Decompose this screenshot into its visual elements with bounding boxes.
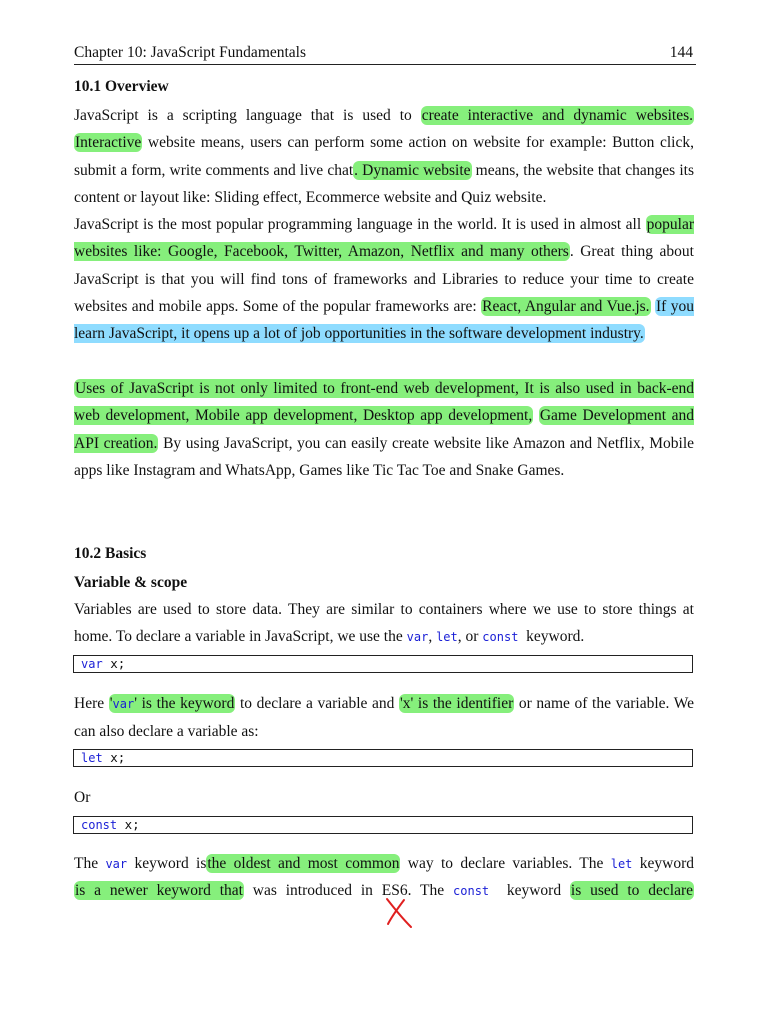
text-run: By using JavaScript, you can easily create website like Amazon and Netflix, Mobile apps like Instagram and WhatsApp, Games like Tic Tac Toe and Snake Games. [74, 434, 695, 479]
basics-paragraph-3-line-1: The var keyword isthe oldest and most common way to declare variables. The let keyword [74, 855, 694, 872]
highlight-green: create interactive and dynamic websites. [421, 107, 693, 124]
highlight-green: 'x' is the identifier [399, 695, 514, 712]
text-run: to declare a variable and [235, 695, 399, 712]
inline-code: var [112, 697, 135, 711]
text-run: Here [74, 695, 109, 712]
overview-paragraph-2 [74, 211, 694, 347]
code-block-var: var x; [73, 655, 693, 673]
text-run: JavaScript is the most popular programming language in the world. It is used in almost all [74, 216, 646, 233]
overview-paragraph-3 [74, 375, 694, 484]
keyword-var: var [406, 630, 429, 645]
highlight-green: Interactive [75, 134, 142, 152]
highlight: the oldest and most common [207, 855, 400, 872]
text-run: . Great thing about JavaScript is that you will find tons of frameworks and Libraries to reduce your time to create websites and mobile apps. Some of the popular frameworks are: [74, 243, 694, 315]
basics-paragraph-1: Variables are used to store data. They are similar to containers where we use to store things at home. To declare a variable in JavaScript, we use the var, let, or const keyword. [74, 601, 694, 646]
basics-paragraph-2 [74, 690, 694, 746]
chapter-title: Chapter 10: JavaScript Fundamentals [74, 44, 307, 61]
highlight-green: popular websites like: Google, Facebook, Twitter, Amazon, Netflix and many others [74, 216, 694, 261]
text-run [533, 407, 539, 424]
highlight-green: 'var' is the keyword [109, 695, 235, 712]
highlight: is used to declare [570, 882, 694, 899]
cross-stroke-1 [387, 899, 411, 927]
subsection-title-variable-scope: Variable & scope [74, 574, 188, 591]
keyword-const: const [482, 630, 519, 645]
basics-paragraph-3-line-2: is a newer keyword that was introduced in ES6. The const keyword is used to declare [75, 882, 694, 899]
text-run: website means, users can perform some action on website for example: Button click, submit a form, write comments and live chat [74, 134, 694, 179]
section-title-basics: 10.2 Basics [74, 545, 147, 562]
code-block-const: const x; [73, 816, 693, 834]
overview-paragraph-1 [74, 102, 694, 211]
text-run: or name of the variable. We can also declare a variable as: [74, 695, 694, 741]
page-number: 144 [669, 44, 693, 61]
code-block-let: let x; [73, 749, 693, 767]
page-header [74, 40, 696, 65]
section-title-overview: 10.1 Overview [74, 78, 169, 95]
highlight: is a newer keyword that [75, 882, 243, 899]
highlight-green: Uses of JavaScript is not only limited to front-end web development, It is also used in back-end web development, Mobile app development, Desktop app development, [74, 380, 694, 425]
or-text: Or [74, 789, 91, 806]
red-cross-mark-icon [384, 896, 414, 930]
highlight-green: Game Development and API creation. [74, 407, 695, 452]
text-run: means, the website that changes its content or layout like: Sliding effect, Ecommerce website and Quiz website. [74, 161, 694, 206]
highlight-green: . Dynamic website [354, 161, 471, 179]
keyword-let: let [436, 630, 458, 645]
highlight-green: React, Angular and Vue.js. [482, 297, 650, 315]
highlight-blue: If you learn JavaScript, it opens up a lot of job opportunities in the software development industry. [74, 297, 694, 343]
text-run: JavaScript is a scripting language that is used to [74, 107, 421, 124]
